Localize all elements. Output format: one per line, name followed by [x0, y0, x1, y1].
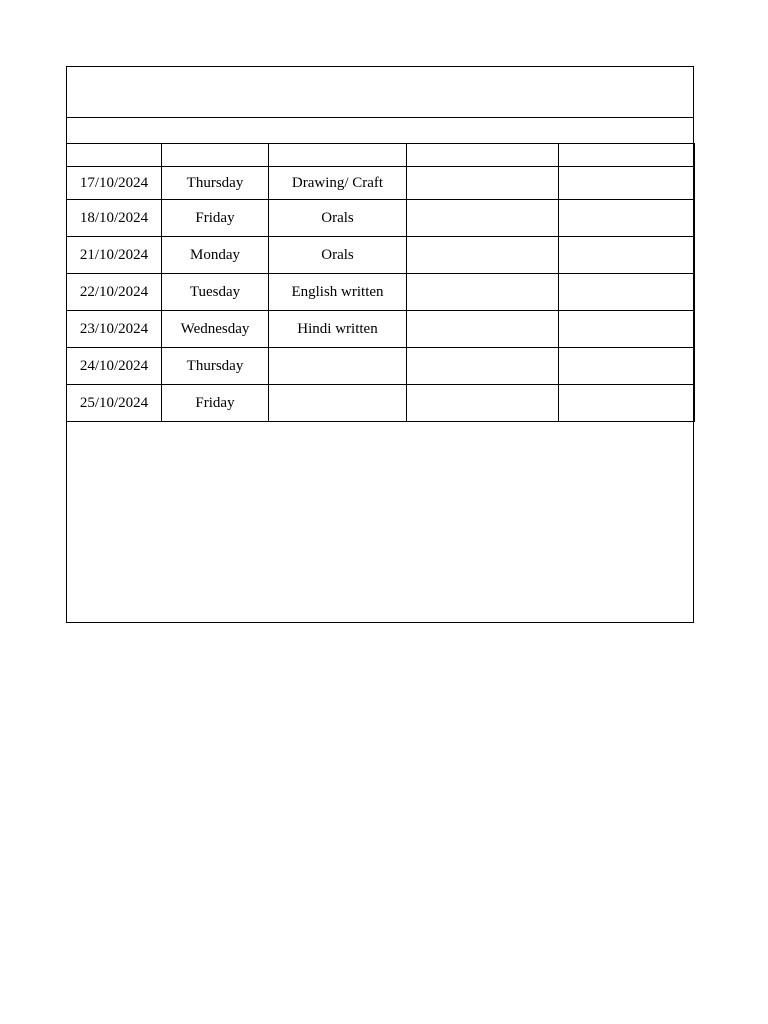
empty-cell	[559, 311, 695, 348]
table-row	[67, 167, 695, 200]
empty-cell	[407, 348, 559, 385]
empty-cell	[407, 311, 559, 348]
empty-cell	[407, 237, 559, 274]
header-cell-4	[407, 144, 559, 167]
subject-cell	[269, 385, 407, 422]
subject-cell	[269, 348, 407, 385]
header-row	[67, 144, 695, 167]
day-cell: Friday	[162, 200, 269, 237]
table-row	[67, 348, 695, 385]
day-cell: Wednesday	[162, 311, 269, 348]
day-cell: Thursday	[162, 167, 269, 200]
title-box	[67, 67, 693, 118]
empty-cell	[559, 200, 695, 237]
empty-cell	[407, 200, 559, 237]
empty-cell	[407, 167, 559, 200]
table-row	[67, 311, 695, 348]
table-row	[67, 385, 695, 422]
day-cell: Monday	[162, 237, 269, 274]
subject-cell: Orals	[269, 237, 407, 274]
date-cell: 23/10/2024	[67, 311, 162, 348]
notes-box	[67, 423, 693, 622]
empty-cell	[407, 385, 559, 422]
date-cell: 22/10/2024	[67, 274, 162, 311]
subtitle-box	[67, 118, 693, 144]
table-row	[67, 237, 695, 274]
header-cell-date	[67, 144, 162, 167]
empty-cell	[559, 348, 695, 385]
date-cell: 25/10/2024	[67, 385, 162, 422]
day-cell: Tuesday	[162, 274, 269, 311]
date-cell: 21/10/2024	[67, 237, 162, 274]
schedule-table	[66, 143, 695, 422]
subject-cell: Drawing/ Craft	[269, 167, 407, 200]
date-cell: 24/10/2024	[67, 348, 162, 385]
empty-cell	[559, 167, 695, 200]
empty-cell	[407, 274, 559, 311]
subject-cell: Hindi written	[269, 311, 407, 348]
subject-cell: Orals	[269, 200, 407, 237]
table-row	[67, 200, 695, 237]
schedule-sheet	[66, 66, 694, 623]
date-cell: 17/10/2024	[67, 167, 162, 200]
header-cell-subject	[269, 144, 407, 167]
day-cell: Friday	[162, 385, 269, 422]
empty-cell	[559, 274, 695, 311]
empty-cell	[559, 385, 695, 422]
table-row	[67, 274, 695, 311]
empty-cell	[559, 237, 695, 274]
day-cell: Thursday	[162, 348, 269, 385]
header-cell-5	[559, 144, 695, 167]
header-cell-day	[162, 144, 269, 167]
date-cell: 18/10/2024	[67, 200, 162, 237]
subject-cell: English written	[269, 274, 407, 311]
